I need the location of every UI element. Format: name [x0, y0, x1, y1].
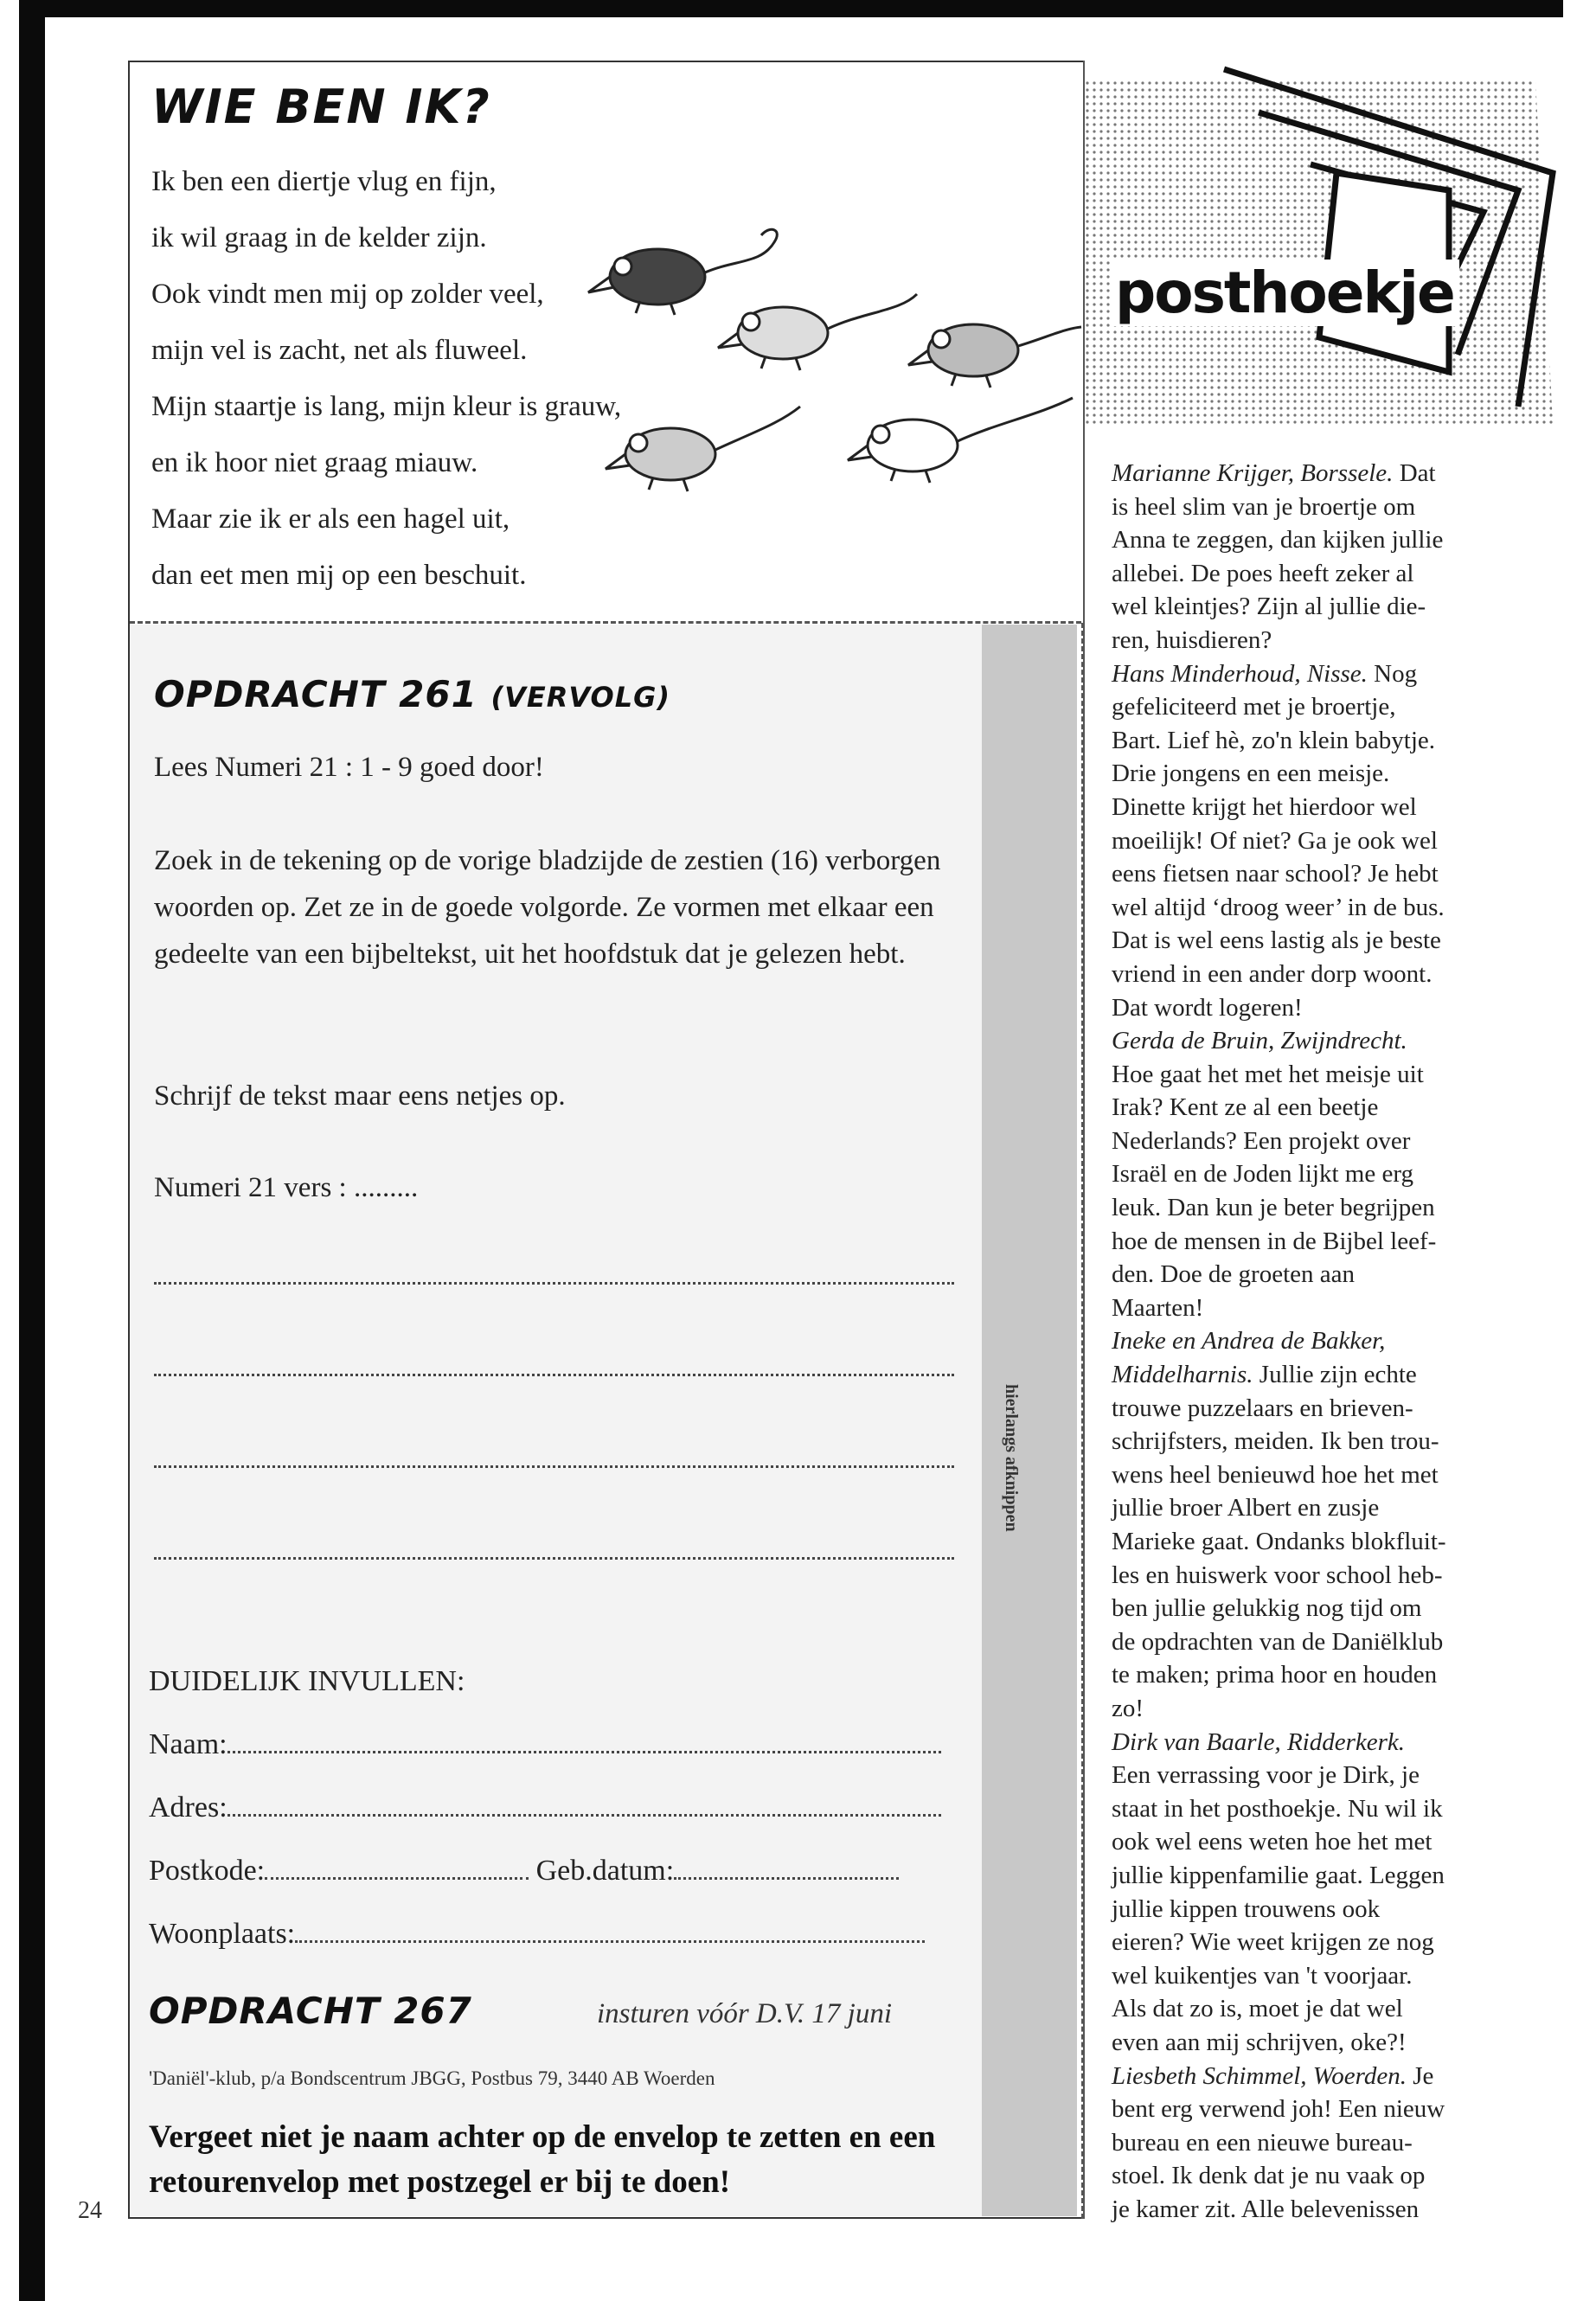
letter-text: hoe de mensen in de Bijbel leef- [1112, 1227, 1437, 1255]
letter-text: eieren? Wie weet krijgen ze nog [1112, 1928, 1434, 1957]
letter-line [1112, 1191, 1525, 1225]
letter-text: bent erg verwend joh! Een nieuw [1112, 2095, 1445, 2124]
letter-text: de opdrachten van de Daniëlklub [1112, 1627, 1444, 1656]
letter-line [1112, 2193, 1525, 2227]
letter-line [1112, 791, 1525, 824]
letter-line [1112, 1726, 1525, 1759]
letter-text: Jullie zijn echte [1253, 1361, 1417, 1389]
letter-line [1112, 1825, 1525, 1859]
letter-text: stoel. Ik denk dat je nu vaak op [1112, 2162, 1426, 2190]
letter-line [1112, 1358, 1525, 1392]
letter-line [1112, 523, 1525, 557]
letter-line [1112, 2060, 1525, 2093]
address-field[interactable] [149, 1791, 941, 1824]
mouse-icon [718, 294, 917, 370]
assignment-261-title [154, 673, 670, 715]
mouse-icon [908, 324, 1081, 388]
letter-text: ben jullie gelukkig nog tijd om [1112, 1594, 1422, 1623]
letter-line [1112, 824, 1525, 858]
letter-text: zo! [1112, 1694, 1144, 1722]
mouse-icon [588, 229, 777, 315]
answer-line[interactable] [154, 1282, 954, 1285]
letter-text: les en huiswerk voor school heb- [1112, 1561, 1443, 1589]
letter-text: even aan mij schrijven, oke?! [1112, 2028, 1407, 2056]
letter-text: Nog [1367, 659, 1418, 688]
letter-line [1112, 624, 1525, 657]
name-label: Naam: [149, 1728, 228, 1760]
letter-line [1112, 1859, 1525, 1893]
poem-line: en ik hoor niet graag miauw. [151, 447, 478, 478]
assignment-intro: Lees Numeri 21 : 1 - 9 goed door! [154, 752, 544, 783]
letter-line [1112, 1392, 1525, 1426]
deadline-text: insturen vóór D.V. 17 juni [597, 1998, 893, 2029]
assignment-267-title: OPDRACHT 267 [149, 1990, 472, 2032]
letter-text: Je [1406, 2061, 1434, 2090]
letter-text: Dinette krijgt het hierdoor wel [1112, 792, 1417, 821]
address-label: Adres: [149, 1791, 228, 1823]
letter-line [1112, 490, 1525, 524]
postcode-label: Postkode: [149, 1855, 266, 1887]
letter-text: Hoe gaat het met het meisje uit [1112, 1060, 1424, 1088]
letter-text: wel kleintjes? Zijn al jullie die- [1112, 593, 1426, 621]
poem-line: Maar zie ik er als een hagel uit, [151, 503, 510, 535]
letter-text: bureau en een nieuwe bureau- [1112, 2128, 1413, 2157]
correspondent-name: Liesbeth Schimmel, Woerden. [1112, 2061, 1407, 2090]
letter-text: is heel slim van je broertje om [1112, 492, 1416, 521]
letter-line [1112, 1091, 1525, 1125]
letter-text: ook wel eens weten hoe het met [1112, 1828, 1433, 1856]
letter-line [1112, 1157, 1525, 1191]
poem-line: dan eet men mij op een beschuit. [151, 560, 527, 591]
verse-field[interactable]: Numeri 21 vers : ......... [154, 1172, 419, 1203]
city-input[interactable] [295, 1933, 925, 1943]
letter-line [1112, 690, 1525, 724]
letter-line [1112, 891, 1525, 925]
letter-line [1112, 857, 1525, 891]
letter-line [1112, 1959, 1525, 1993]
birthdate-label: Geb.datum: [535, 1855, 675, 1887]
correspondent-name: Gerda de Bruin, Zwijndrecht. [1112, 1027, 1407, 1055]
letter-text: gefeliciteerd met je broertje, [1112, 693, 1396, 721]
letter-line [1112, 1658, 1525, 1692]
answer-line[interactable] [154, 1465, 954, 1468]
cut-label-vertical: hierlangs afknippen [1002, 1384, 1021, 1532]
riddle-title: WIE BEN IK? [151, 80, 491, 134]
letter-text: jullie kippen trouwens ook [1112, 1894, 1381, 1923]
postcode-input[interactable] [265, 1870, 529, 1880]
letter-line [1112, 1525, 1525, 1559]
letter-line [1112, 657, 1525, 691]
correspondent-name: Middelharnis. [1112, 1361, 1253, 1389]
letter-text: eens fietsen naar school? Je hebt [1112, 860, 1439, 888]
letter-line [1112, 991, 1525, 1025]
letter-text: Dat wordt logeren! [1112, 993, 1303, 1022]
answer-line[interactable] [154, 1557, 954, 1560]
cut-line-vertical [1081, 623, 1084, 2219]
letter-line [1112, 2126, 1525, 2160]
letter-text: Israël en de Joden lijkt me erg [1112, 1160, 1413, 1189]
letter-text: wel altijd ‘droog weer’ in de bus. [1112, 893, 1445, 921]
letter-text: Marieke gaat. Ondanks blokfluit- [1112, 1528, 1446, 1555]
letter-text: Dat is wel eens lastig als je beste [1112, 926, 1441, 955]
letter-text: je kamer zit. Alle belevenissen [1112, 2195, 1420, 2223]
letter-text: trouwe puzzelaars en brieven- [1112, 1394, 1413, 1422]
letter-text: leuk. Dan kun je beter begrijpen [1112, 1194, 1435, 1222]
letter-text: den. Doe de groeten aan [1112, 1260, 1356, 1289]
letter-text: moeilijk! Of niet? Ga je ook wel [1112, 826, 1438, 855]
form-heading: DUIDELIJK INVULLEN: [149, 1665, 465, 1697]
cut-line-horizontal [130, 621, 1081, 624]
letter-text: staat in het posthoekje. Nu wil ik [1112, 1794, 1443, 1823]
name-field[interactable] [149, 1728, 941, 1761]
letter-text: Als dat zo is, moet je dat wel [1112, 1995, 1403, 2023]
correspondent-name: Marianne Krijger, Borssele. [1112, 459, 1394, 487]
mouse-icon [606, 407, 800, 491]
poem-line: ik wil graag in de kelder zijn. [151, 222, 487, 253]
letter-line [1112, 590, 1525, 624]
mailing-address: 'Daniël'-klub, p/a Bondscentrum JBGG, Postbus 79, 3440 AB Woerden [149, 2067, 715, 2089]
letter-line [1112, 1559, 1525, 1593]
letter-text: Irak? Kent ze al een beetje [1112, 1093, 1379, 1122]
letter-line [1112, 958, 1525, 991]
assignment-write: Schrijf de tekst maar eens netjes op. [154, 1080, 566, 1112]
mice-illustration [580, 208, 1099, 536]
assignment-261-label: OPDRACHT 261 [154, 673, 478, 715]
assignment-instructions: Zoek in de tekening op de vorige bladzijde de zestien (16) verborgen woorden op. Zet ze in de goede volgorde. Ze vormen met elkaar een gedeelte van een bijbeltekst, uit het hoofdstuk dat je gelezen hebt. [154, 845, 941, 970]
letter-text: vriend in een ander dorp woont. [1112, 959, 1433, 988]
letter-text: Dat [1393, 459, 1436, 487]
answer-line[interactable] [154, 1374, 954, 1376]
letter-line [1112, 1324, 1525, 1358]
letter-line [1112, 724, 1525, 758]
letter-text: Anna te zeggen, dan kijken jullie [1112, 526, 1444, 554]
top-border-bar [19, 0, 1563, 17]
birthdate-input[interactable] [674, 1870, 899, 1880]
letter-line [1112, 1024, 1525, 1058]
assignment-261-subtitle: (VERVOLG) [490, 681, 671, 714]
correspondent-name: Hans Minderhoud, Nisse. [1112, 659, 1368, 688]
letter-line [1112, 2093, 1525, 2126]
correspondent-name: Dirk van Baarle, Ridderkerk. [1112, 1727, 1406, 1756]
letter-line [1112, 924, 1525, 958]
poem-line: mijn vel is zacht, net als fluweel. [151, 335, 528, 366]
letters-column [1112, 457, 1525, 2226]
letter-text: te maken; prima hoor en houden [1112, 1661, 1438, 1689]
letter-line [1112, 2159, 1525, 2193]
letter-text: Maarten! [1112, 1293, 1204, 1322]
name-input[interactable] [228, 1744, 941, 1753]
letter-text: jullie broer Albert en zusje [1112, 1494, 1380, 1522]
letter-line [1112, 1491, 1525, 1525]
letter-text: wel kuikentjes van 't voorjaar. [1112, 1961, 1413, 1990]
letter-line [1112, 1125, 1525, 1158]
letter-line [1112, 757, 1525, 791]
letter-text: wens heel benieuwd hoe het met [1112, 1460, 1439, 1489]
letter-line [1112, 1225, 1525, 1259]
posthoekje-title: posthoekje [1110, 260, 1459, 326]
letter-text: Bart. Lief hè, zo'n klein babytje. [1112, 726, 1436, 754]
letter-line [1112, 1692, 1525, 1726]
letter-text: Drie jongens en een meisje. [1112, 760, 1390, 788]
posthoekje-header-art [1086, 61, 1561, 441]
city-label: Woonplaats: [149, 1918, 296, 1950]
letter-line [1112, 1592, 1525, 1625]
letter-line [1112, 557, 1525, 591]
letter-line [1112, 457, 1525, 490]
reminder-text: Vergeet niet je naam achter op de envelop te zetten en een retourenvelop met postzegel er bij te doen! [149, 2119, 936, 2200]
letter-text: ren, huisdieren? [1112, 625, 1272, 654]
letter-line [1112, 1258, 1525, 1292]
letter-text: allebei. De poes heeft zeker al [1112, 559, 1414, 587]
letter-text: Een verrassing voor je Dirk, je [1112, 1761, 1420, 1790]
letter-line [1112, 1792, 1525, 1826]
poem-line: Mijn staartje is lang, mijn kleur is grauw, [151, 391, 622, 422]
letter-line [1112, 1625, 1525, 1659]
postcode-field[interactable] [149, 1855, 899, 1888]
letter-line [1112, 1893, 1525, 1926]
letter-text: jullie kippenfamilie gaat. Leggen [1112, 1861, 1445, 1889]
letter-line [1112, 1926, 1525, 1959]
letter-line [1112, 1425, 1525, 1458]
mouse-icon [848, 398, 1073, 483]
correspondent-name: Ineke en Andrea de Bakker, [1112, 1327, 1386, 1356]
letter-line [1112, 2026, 1525, 2060]
letter-line [1112, 1759, 1525, 1792]
poem-line: Ik ben een diertje vlug en fijn, [151, 166, 497, 197]
letter-line [1112, 1458, 1525, 1492]
address-input[interactable] [228, 1807, 941, 1817]
coupon-strip [982, 625, 1077, 2216]
letter-text: Nederlands? Een projekt over [1112, 1126, 1411, 1155]
letter-text: schrijfsters, meiden. Ik ben trou- [1112, 1427, 1439, 1456]
left-border-bar [19, 16, 45, 2301]
letter-line [1112, 1292, 1525, 1325]
letter-line [1112, 1058, 1525, 1092]
letter-line [1112, 1992, 1525, 2026]
city-field[interactable] [149, 1918, 925, 1951]
page-number: 24 [78, 2197, 102, 2224]
poem-line: Ook vindt men mij op zolder veel, [151, 279, 544, 310]
